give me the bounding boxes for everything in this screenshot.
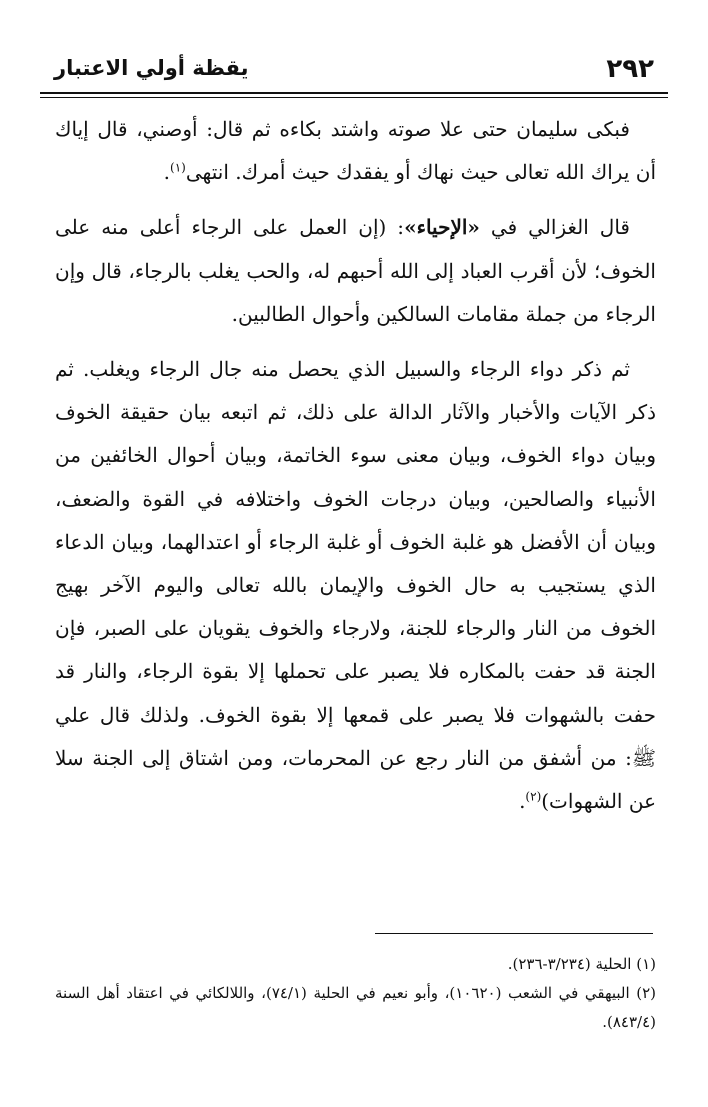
paragraph-end: . [163,160,171,185]
page-number: ٢٩٢ [606,54,654,84]
footnote-marker: (٢) [525,789,542,804]
header-rule-thin [40,97,668,98]
paragraph-sulayman [55,108,656,194]
book-title-ihya: «الإحياء» [404,215,480,240]
footnote-marker: (١) [170,160,186,175]
running-title: يقظة أولي الاعتبار [54,56,249,80]
footnote-separator [375,933,653,934]
paragraph-text: قال الغزالي في [479,215,630,240]
paragraph-text: فبكى سليمان حتى علا صوته واشتد بكاءه ثم قال: أوصني، قال إياك أن يراك الله تعالى حيث نهاك أو يفقدك حيث أمرك. انتهى [55,117,656,185]
page-header [40,50,668,90]
paragraph-end: . [519,789,526,814]
footnote-1: (١) الحلية (٣/٢٣٤-٢٣٦). [507,955,656,973]
paragraph-text-cont: : (إن العمل على الرجاء أعلى منه على الخوف؛ لأن أقرب العباد إلى الله أحبهم له، والحب يغلب بالرجاء، قال وإن الرجاء من جملة مقامات السالكين وأحوال الطالبين. [55,215,656,326]
paragraph-ghazali [55,206,656,336]
footnote-2: (٢) البيهقي في الشعب (١٠٦٢٠)، وأبو نعيم في الحلية (٧٤/١)، واللالكائي في اعتقاد أهل السنة (٨٤٣/٤). [55,984,656,1031]
paragraph-remedy [55,348,656,823]
footnotes [55,950,656,1037]
body-text [55,108,656,823]
header-rule [40,92,668,94]
paragraph-text: ثم ذكر دواء الرجاء والسبيل الذي يحصل منه جال الرجاء ويغلب. ثم ذكر الآيات والأخبار والآثار الدالة على ذلك، ثم اتبعه بيان حقيقة الخوف وبيان دواء الخوف، وبيان معنى سوء الخاتمة، وبيان أحوال الخائفين من الأنبياء والصالحين، وبيان درجات الخوف واختلافه في القوة والضعف، وبيان أن الأفضل هو غلبة الخوف أو غلبة الرجاء أو اعتدالهما، وبيان الدعاء الذي يستجيب به حال الخوف والإيمان بالله تعالى واليوم الآخر بهيج الخوف من النار والرجاء للجنة، ولارجاء والخوف يقويان على الصبر، فإن الجنة قد حفت بالمكاره فلا يصبر على تحملها إلا بقوة الرجاء، والنار قد حفت بالشهوات فلا يصبر على قمعها إلا بقوة الخوف. ولذلك قال علي ﷺ: من أشفق من النار رجع عن المحرمات، ومن اشتاق إلى الجنة سلا عن الشهوات) [55,357,656,814]
